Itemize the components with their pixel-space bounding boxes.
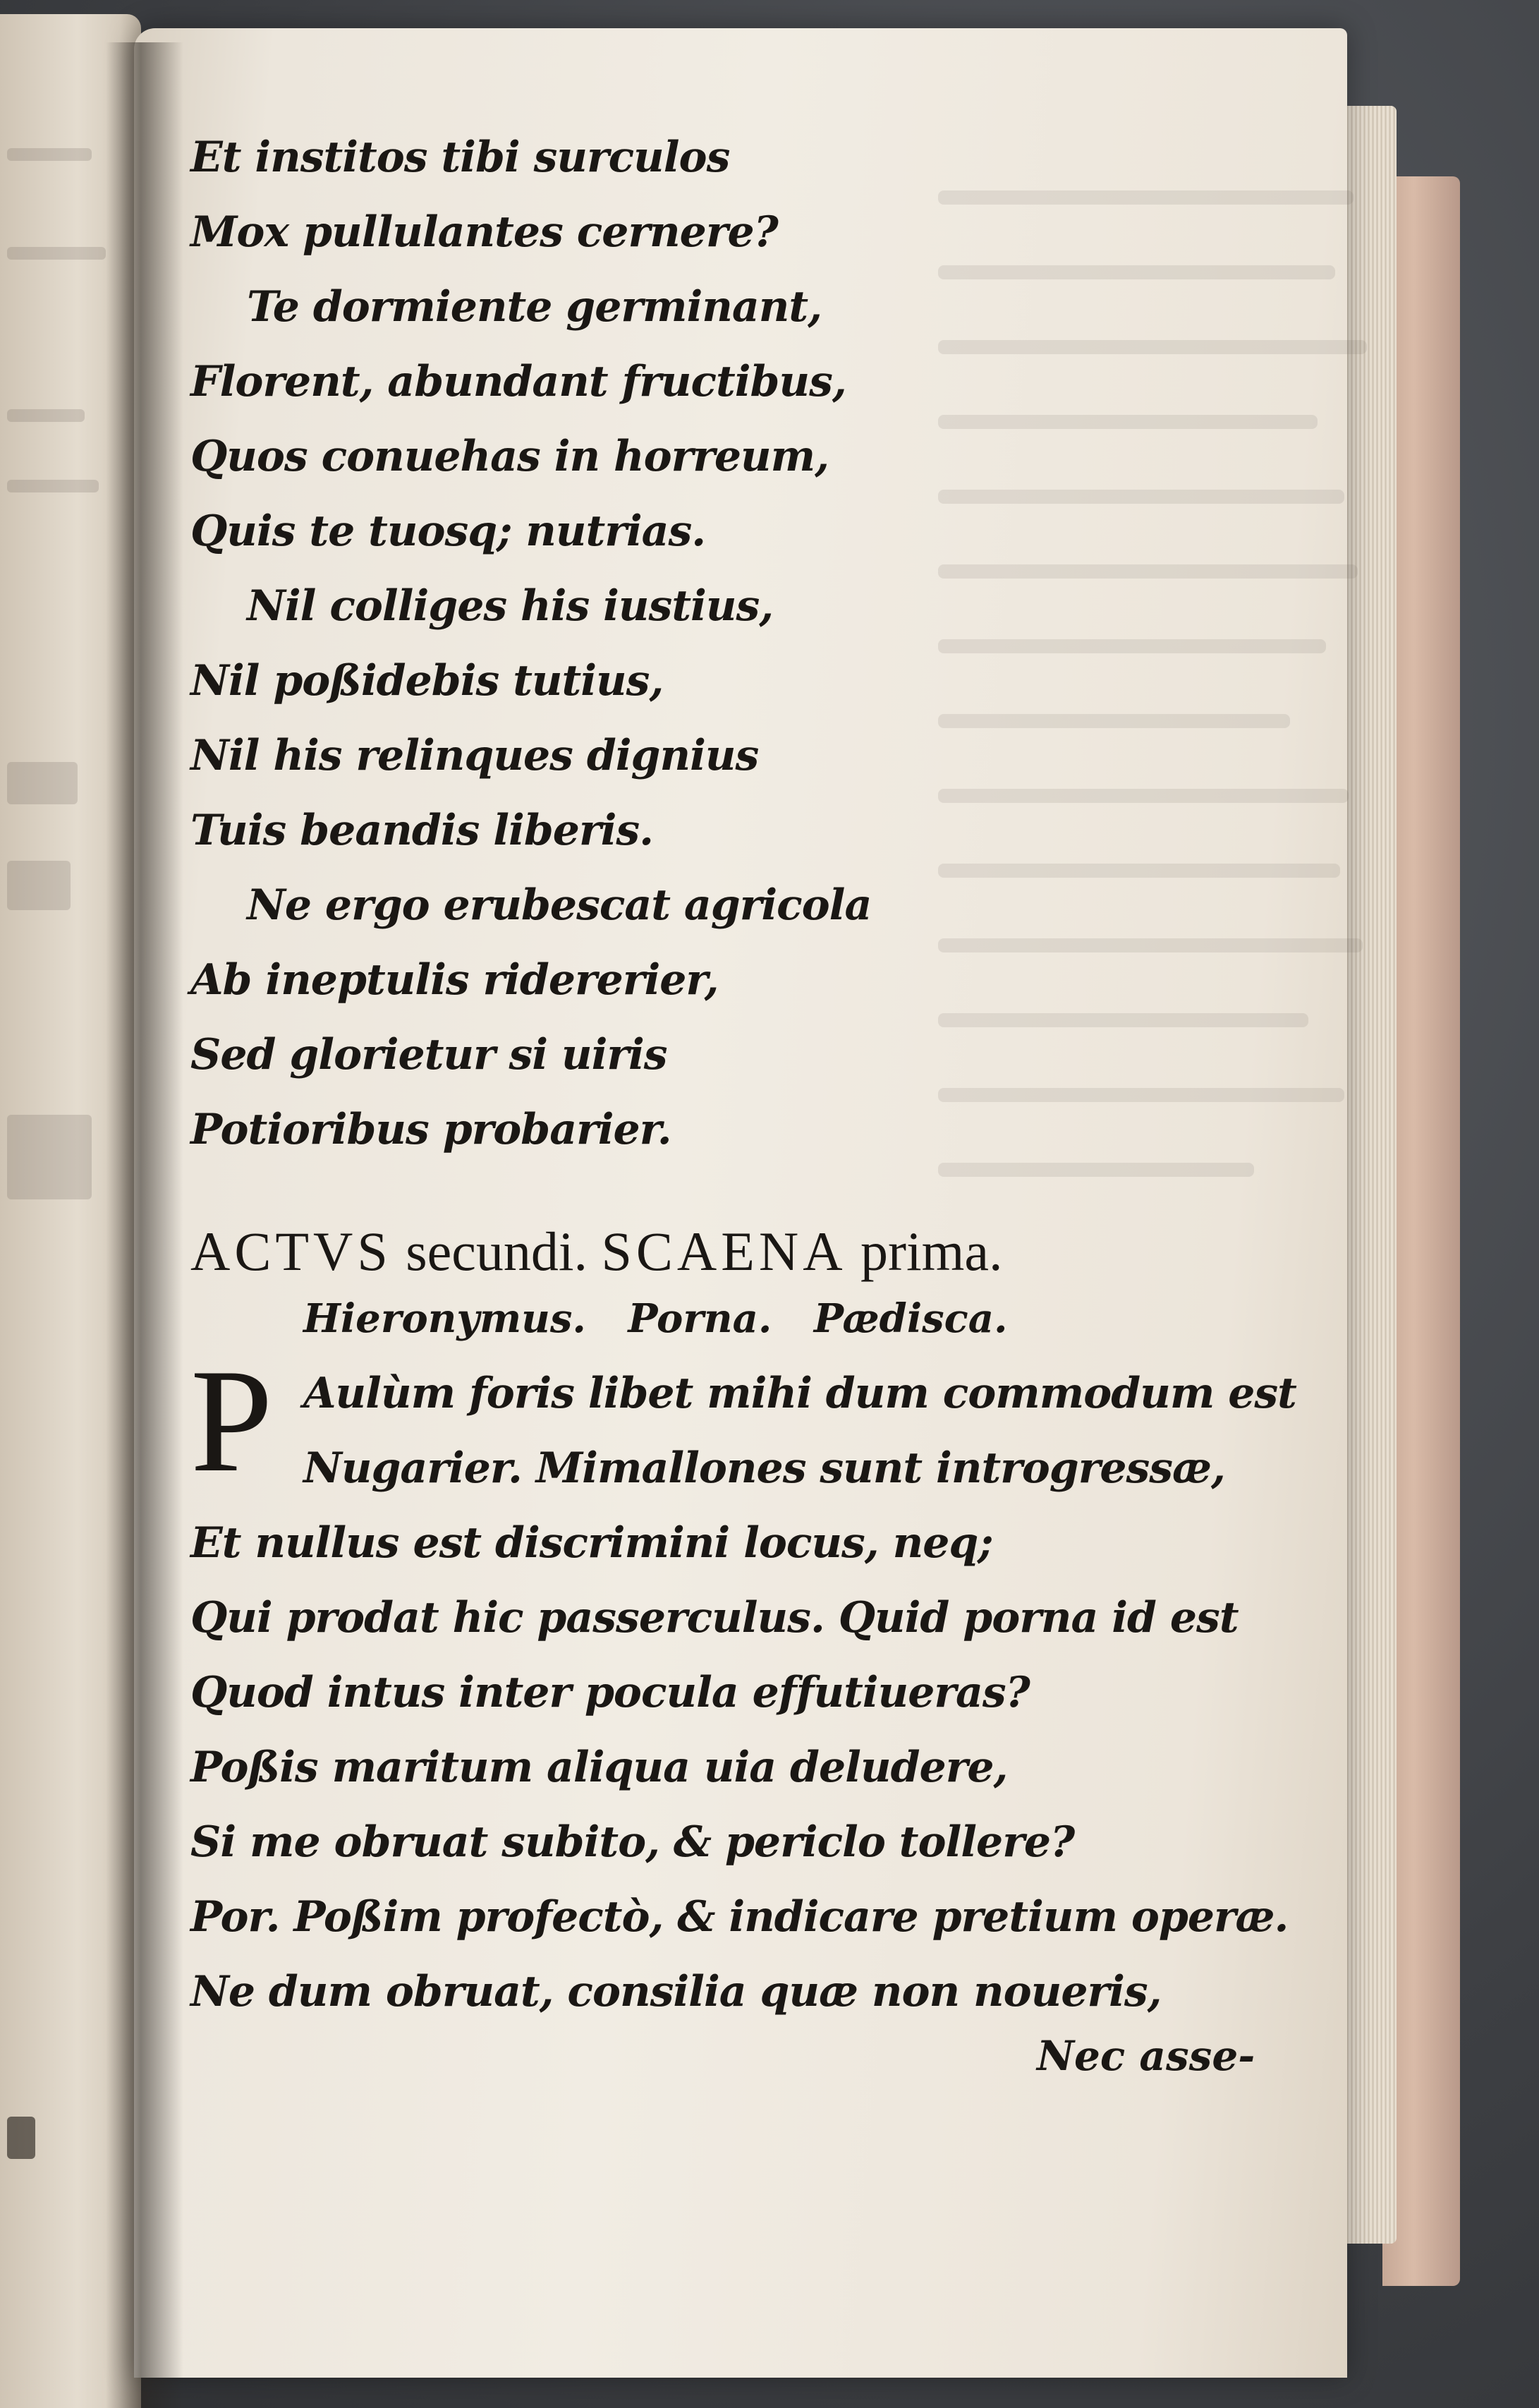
verse-line: Tuis beandis liberis. bbox=[190, 806, 654, 855]
verse-line: Florent, abundant fructibus, bbox=[190, 357, 846, 406]
left-page-faded-line bbox=[7, 480, 99, 492]
act-heading-prima: prima. bbox=[860, 1221, 1003, 1282]
person-name: Pædisca. bbox=[813, 1295, 1008, 1342]
person-name: Hieronymus. bbox=[303, 1295, 586, 1342]
left-page-faded-line bbox=[7, 409, 85, 422]
scene-line: Aulùm foris libet mihi dum commodum est bbox=[303, 1369, 1296, 1418]
verse-line: Mox pullulantes cernere? bbox=[190, 207, 778, 257]
verse-line: Nil his relinques dignius bbox=[190, 731, 759, 780]
scene-line: Ne dum obruat, consilia quæ non noueris, bbox=[190, 1967, 1162, 2016]
scene-text bbox=[190, 1339, 1296, 2029]
act-heading-actus: ACTVS bbox=[190, 1221, 392, 1282]
verse-line: Potioribus probarier. bbox=[190, 1105, 671, 1154]
drop-cap-letter: P bbox=[190, 1339, 273, 1503]
left-page-faded-line bbox=[7, 148, 92, 161]
verse-line: Ne ergo erubescat agricola bbox=[247, 881, 872, 930]
page-text bbox=[190, 120, 1296, 2029]
verse-line: Ab ineptulis ridererier, bbox=[190, 955, 719, 1005]
verse-section bbox=[190, 120, 1291, 1167]
scene-line: Quod intus inter pocula effutiueras? bbox=[190, 1668, 1030, 1717]
scene-line: Qui prodat hic passerculus. Quid porna id est bbox=[190, 1593, 1239, 1642]
left-page-faded-line bbox=[7, 247, 106, 260]
scene-line: Et nullus est discrimini locus, neq; bbox=[190, 1518, 993, 1568]
person-name: Porna. bbox=[628, 1295, 772, 1342]
scene-line: Si me obruat subito, & periclo tollere? bbox=[190, 1817, 1075, 1867]
left-page-faded-figure bbox=[7, 861, 71, 910]
verse-line: Te dormiente germinant, bbox=[247, 282, 822, 332]
left-page-faded-figure bbox=[7, 1115, 92, 1199]
scene-line: Por. Poßim profectò, & indicare pretium operæ. bbox=[190, 1892, 1289, 1942]
scene-line: Nugarier. Mimallones sunt introgressæ, bbox=[303, 1444, 1225, 1493]
left-page-catchword-fragment bbox=[7, 2117, 35, 2159]
catchword: Nec asse- bbox=[1037, 2032, 1255, 2080]
left-page-faded-figure bbox=[7, 762, 78, 804]
verse-line: Nil colliges his iustius, bbox=[247, 581, 774, 631]
verse-line: Nil poßidebis tutius, bbox=[190, 656, 664, 706]
verse-line: Et institos tibi surculos bbox=[190, 133, 730, 182]
left-page-edge bbox=[0, 14, 141, 2408]
act-heading-scaena: SCAENA bbox=[601, 1221, 847, 1282]
scene-line: Poßis maritum aliqua uia deludere, bbox=[190, 1743, 1008, 1792]
dramatis-personae bbox=[190, 1287, 1291, 1350]
act-heading-secundi: secundi. bbox=[406, 1221, 588, 1282]
act-heading bbox=[190, 1216, 1291, 1287]
verse-line: Sed glorietur si uiris bbox=[190, 1030, 667, 1079]
verse-line: Quos conuehas in horreum, bbox=[190, 432, 829, 481]
verse-line: Quis te tuosq; nutrias. bbox=[190, 507, 706, 556]
